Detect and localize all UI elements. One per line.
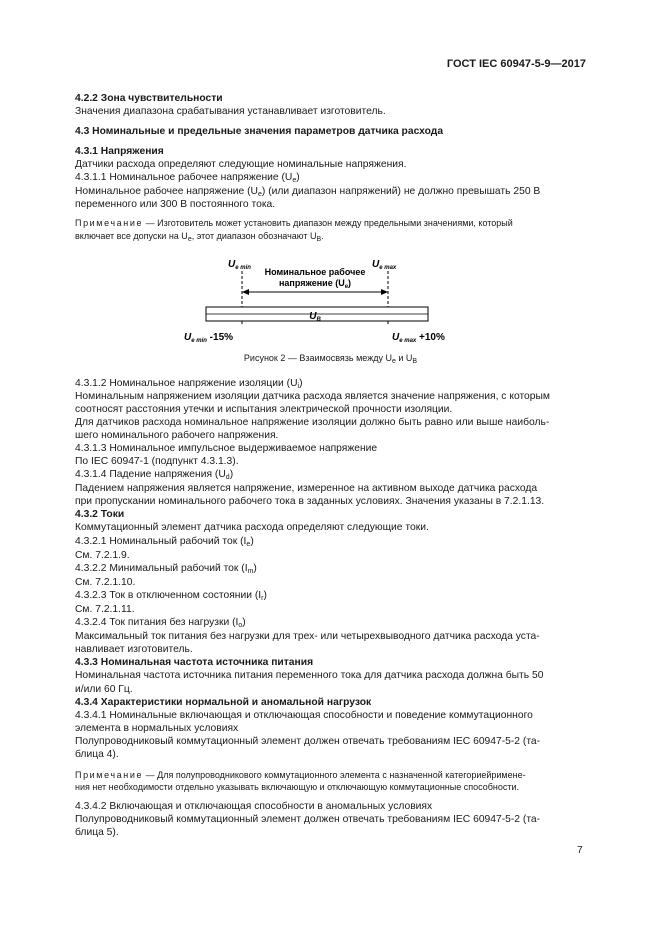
paragraph-line: шего номинального рабочего напряжения. (75, 430, 279, 441)
label-center-1: Номинальное рабочее (264, 267, 366, 277)
paragraph-line: 4.3.4.2 Включающая и отключающая способности в аномальных условиях (75, 801, 433, 812)
arrow-head-left (242, 289, 249, 295)
paragraph-line: По IEC 60947-1 (подпункт 4.3.1.3). (75, 456, 239, 467)
paragraph-line: 4.3.1.3 Номинальное импульсное выдерживаемое напряжение (75, 443, 378, 454)
paragraph-line: Номинальная частота источника питания переменного тока для датчика расхода должна быть 50 (75, 670, 544, 681)
paragraph-line: переменного или 300 В постоянного тока. (75, 199, 276, 210)
paragraph-line: См. 7.2.1.10. (75, 577, 136, 588)
paragraph-line: 4.3.4.1 Номинальные включающая и отключающая способности и поведение коммутационного (75, 710, 533, 721)
label-ue-max: $U_{e max}$ (372, 259, 397, 271)
label-center-2: напряжение $(U_e)$ (278, 278, 352, 290)
paragraph-line: Номинальным напряжением изоляции датчика расхода является значение напряжения, с которым (75, 391, 550, 402)
paragraph-line: См. 7.2.1.9. (75, 550, 130, 561)
label-right-bottom: $U_{e max} +10\%$ (392, 332, 445, 344)
paragraph-line: Датчики расхода определяют следующие номинальные напряжения. (75, 159, 407, 170)
paragraph-line: См. 7.2.1.11. (75, 604, 135, 615)
heading-4-3-3: 4.3.3 Номинальная частота источника питания (75, 657, 314, 668)
label-left-bottom: $U_{e min}$ -15% (184, 332, 234, 344)
paragraph-line: Полупроводниковый коммутационный элемент должен отвечать требованиям IEC 60947-5-2 (та- (75, 736, 541, 747)
arrow-head-right (381, 289, 388, 295)
paragraph-line: блица 4). (75, 749, 119, 760)
paragraph-line: соотносят расстояния утечки и испытания электрической прочности изоляции. (75, 404, 453, 415)
paragraph-line: 4.3.2.2 Минимальный рабочий ток $(I_m)$ (75, 563, 257, 575)
page-number: 7 (577, 845, 583, 856)
paragraph-line: Для датчиков расхода номинальное напряжение изоляции должно быть равно или выше наиболь- (75, 417, 550, 428)
paragraph-line: 4.3.2.4 Ток питания без нагрузки $(I_o)$ (75, 617, 246, 629)
paragraph-line: 4.3.2.3 Ток в отключенном состоянии $(I_r)$ (75, 590, 267, 602)
paragraph-line: Максимальный ток питания без нагрузки для трех- или четырехвыводного датчика расхода уста- (75, 631, 540, 642)
paragraph-line: при пропускании номинального рабочего тока в заданных условиях. Значения указаны в 7.2.1.13. (75, 496, 545, 507)
label-ue-min: $U_{e min}$ (228, 259, 251, 271)
figure-caption: Рисунок 2 — Взаимосвязь между $U_e$ и $U_B$ (243, 353, 418, 365)
note-label: Примечание (75, 218, 144, 228)
label-ub: $U_B$ (309, 311, 321, 323)
paragraph-line: 4.3.1.1 Номинальное рабочее напряжение $(U_e)$ (75, 172, 300, 184)
paragraph-line: 4.3.2.1 Номинальный рабочий ток $(I_e)$ (75, 536, 254, 548)
document-header: ГОСТ IEC 60947-5-9—2017 (446, 58, 586, 70)
heading-4-2-2: 4.2.2 Зона чувствительности (75, 93, 223, 104)
paragraph-line: Падением напряжения является напряжение, измеренное на активном выходе датчика расхода (75, 483, 538, 494)
heading-4-3-2: 4.3.2 Токи (75, 509, 125, 520)
paragraph-line: 4.3.1.2 Номинальное напряжение изоляции $(U_i)$ (75, 378, 303, 390)
paragraph-line: 4.3.1.4 Падение напряжения $(U_d)$ (75, 469, 234, 481)
paragraph-line: Номинальное рабочее напряжение $(U_e)$ (или диапазон напряжений) не должно превышать 250 В (75, 186, 541, 198)
note-label: Примечание (75, 770, 144, 780)
figure-2-diagram (170, 255, 490, 355)
paragraph-line: и/или 60 Гц. (75, 684, 133, 695)
paragraph-line: Полупроводниковый коммутационный элемент должен отвечать требованиям IEC 60947-5-2 (та- (75, 814, 541, 825)
heading-4-3-1: 4.3.1 Напряжения (75, 146, 164, 157)
figure-2 (170, 255, 490, 355)
heading-4-3: 4.3 Номинальные и предельные значения параметров датчика расхода (75, 126, 444, 137)
paragraph-line: навливает изготовитель. (75, 644, 193, 655)
paragraph-line: Коммутационный элемент датчика расхода определяют следующие токи. (75, 522, 429, 533)
paragraph-line: элемента в нормальных условиях (75, 723, 239, 734)
heading-4-3-4: 4.3.4 Характеристики нормальной и аномальной нагрузок (75, 697, 372, 708)
paragraph-line: Значения диапазона срабатывания устанавливает изготовитель. (75, 106, 386, 117)
paragraph-line: блица 5). (75, 827, 119, 838)
